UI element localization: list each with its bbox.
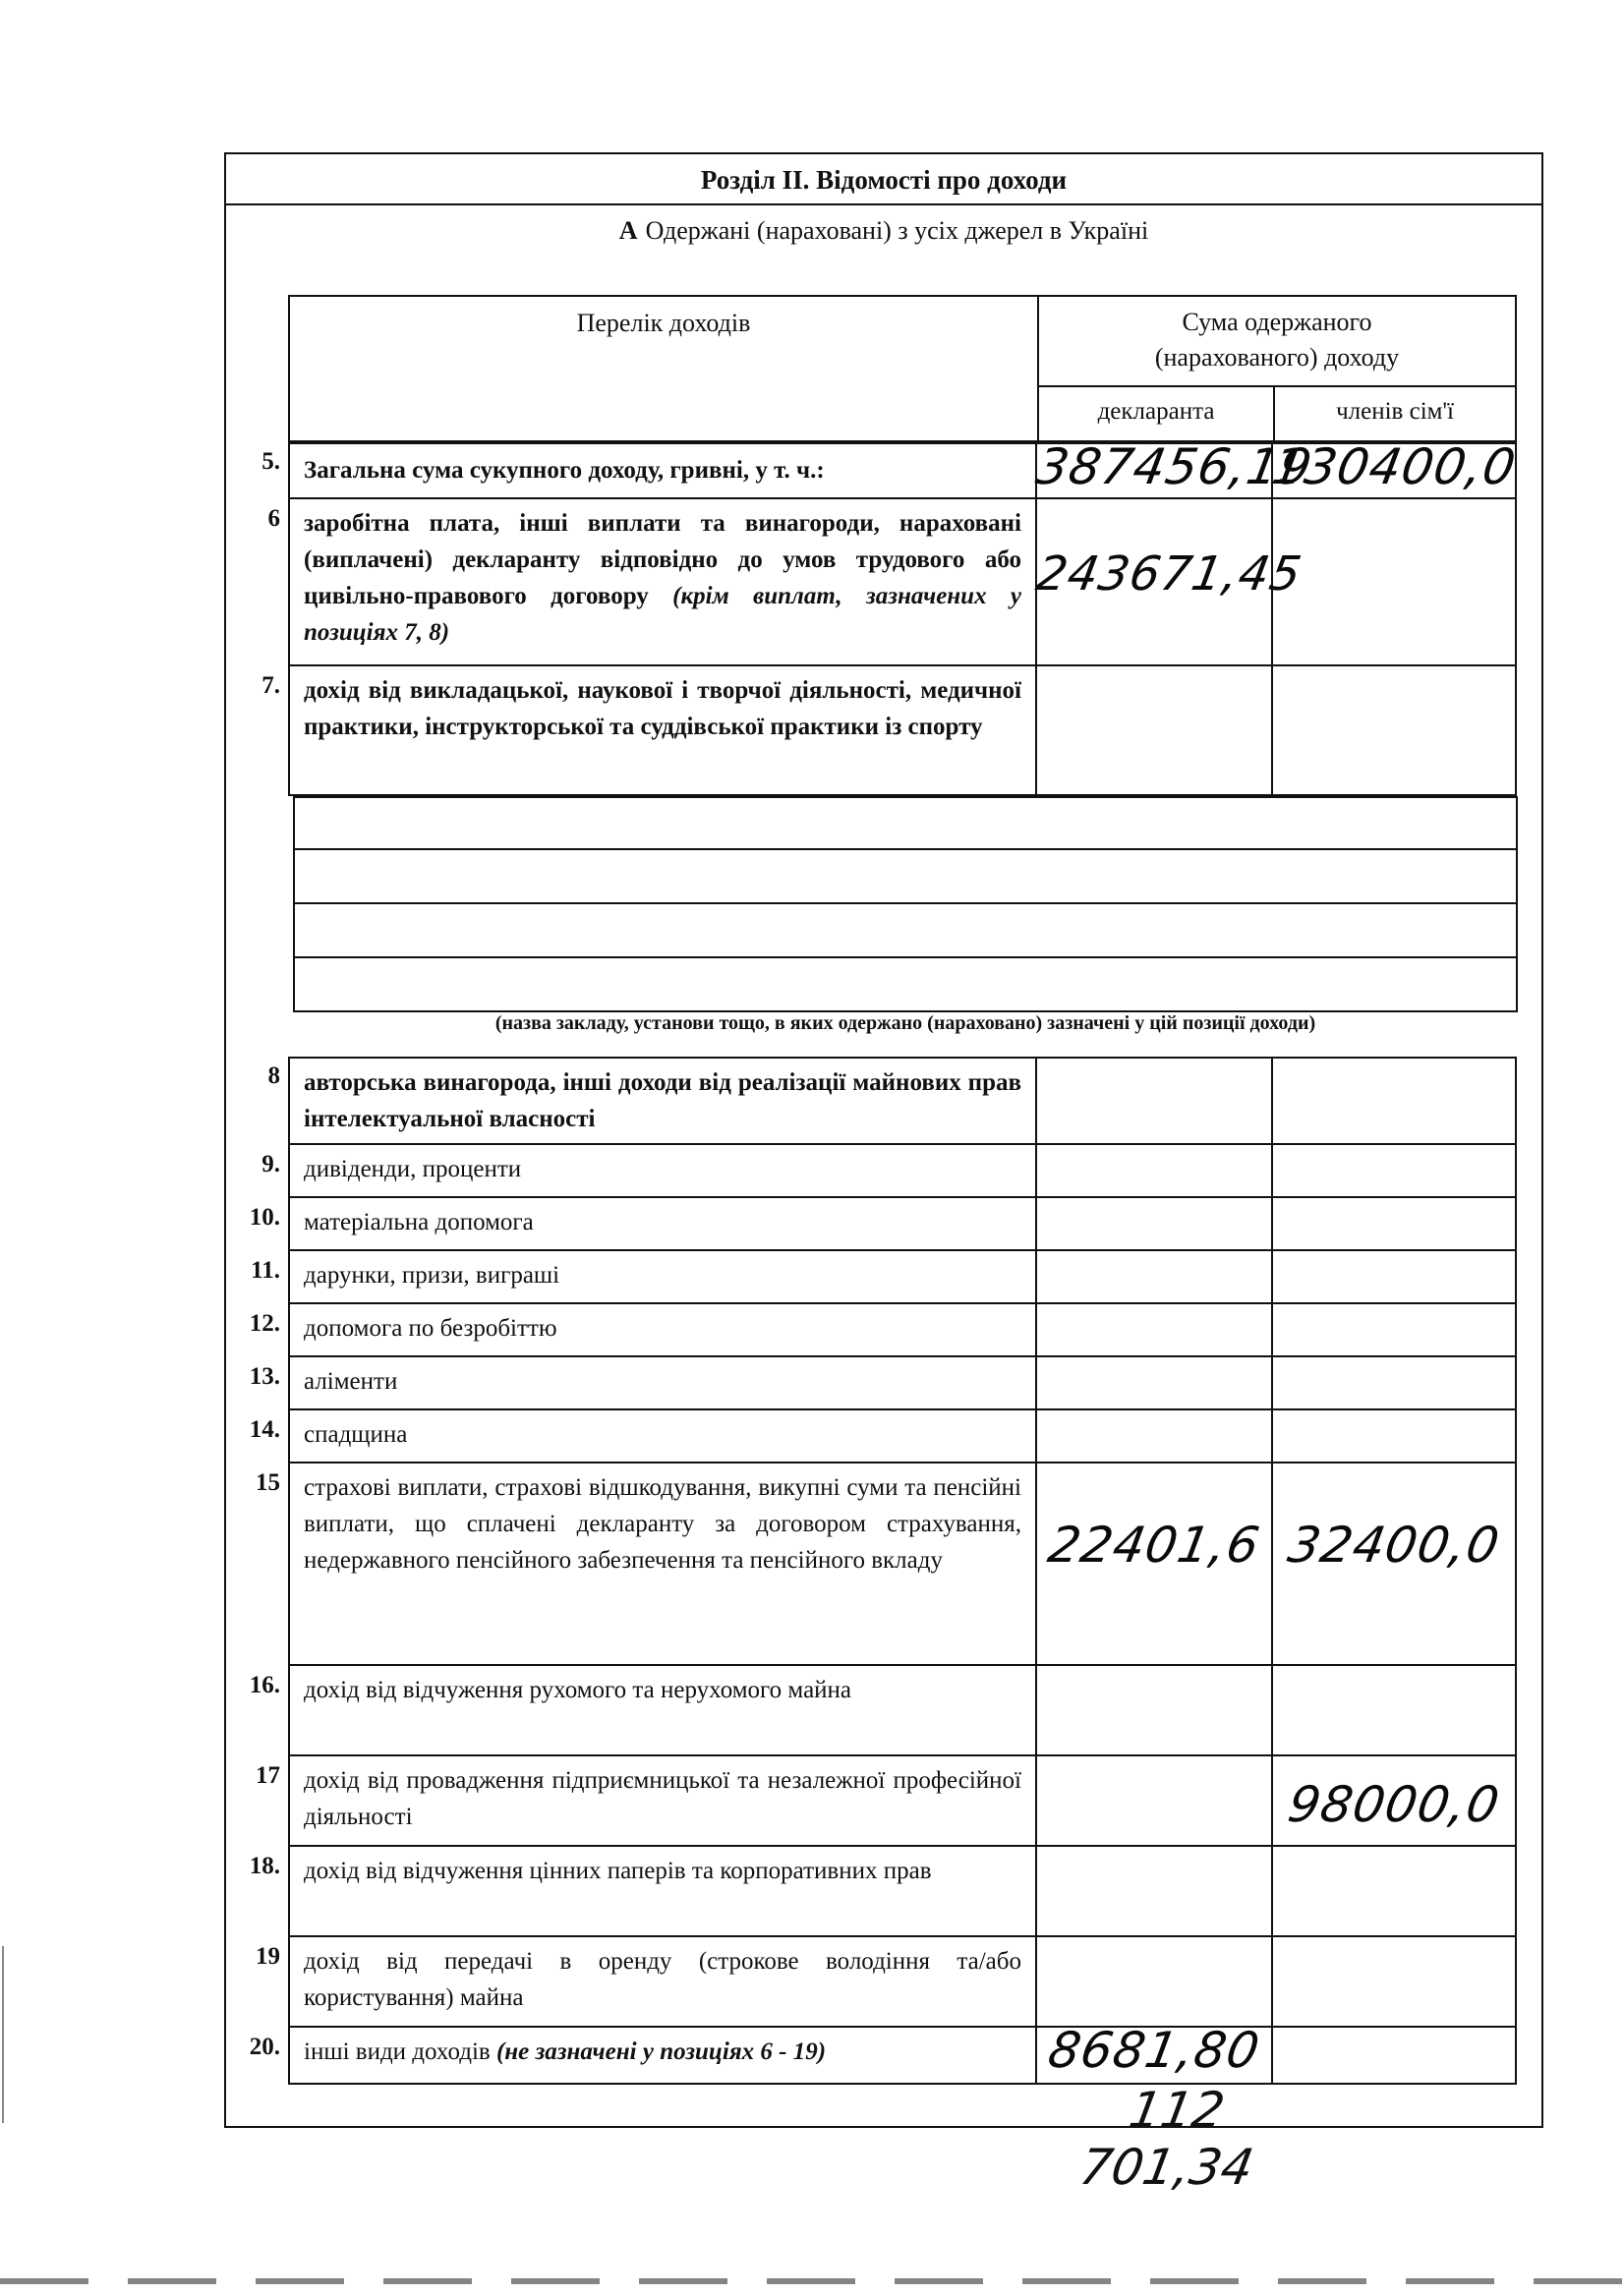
row-text: інші види доходів [304,2038,491,2065]
declarant-amount: 243671,45 [1032,546,1306,602]
family-amount-cell [1273,499,1517,666]
subsection-title [226,211,1541,251]
family-amount-cell [1273,1198,1517,1251]
family-amount-cell [1273,1666,1517,1756]
header-sum-line2: (нарахованого) доходу [1154,343,1400,372]
family-amount-cell [1273,1357,1517,1410]
family-amount-cell [1273,1464,1517,1666]
table-row [249,1357,1517,1410]
table-row [251,1251,1517,1304]
row-description: аліменти [288,1357,1037,1410]
row-number: 20. [249,2034,280,2060]
declarant-amount-cell [1037,1847,1273,1937]
declarant-amount-cell [1037,1756,1273,1847]
declarant-amount-cell [1037,1198,1273,1251]
family-amount: 32400,0 [1283,1517,1504,1574]
row-number: 17 [256,1762,280,1789]
family-amount-cell [1273,2028,1517,2085]
declarant-amount: 387456,19 [1031,438,1317,495]
table-row [249,1410,1517,1464]
header-sum-label [1039,297,1515,387]
declarant-amount-cell [1032,499,1306,666]
section-title: Розділ II. Відомості про доходи [226,154,1541,205]
row-number: 5. [261,448,280,475]
family-amount-cell [1273,666,1517,796]
declarant-amount-cell [1037,1304,1273,1357]
row-description: дивіденди, проценти [288,1145,1037,1198]
declarant-amount-cell [1037,1464,1273,1666]
header-declarant: декларанта [1039,387,1275,440]
row-number: 13. [249,1363,280,1390]
row-number: 19 [256,1943,280,1970]
declarant-amount-cell [1037,1145,1273,1198]
declarant-amount: 8681,80 [1043,2022,1264,2079]
row-number: 8 [267,1062,280,1089]
table-row [249,2022,1517,2085]
institution-line[interactable] [293,958,1518,1012]
declarant-amount-cell [1037,1057,1273,1145]
row-description: спадщина [288,1410,1037,1464]
family-amount-cell [1273,1847,1517,1937]
table-row [261,438,1521,499]
family-amount-cell [1267,438,1521,499]
row-number: 7. [261,672,280,699]
table-header [288,295,1517,442]
header-family: членів сім'ї [1336,398,1454,425]
row-number: 6 [267,505,280,532]
row-number: 16. [249,1672,280,1698]
family-amount-cell [1273,1145,1517,1198]
row-number: 12. [249,1310,280,1337]
declarant-amount-cell [1037,1251,1273,1304]
row-note: (не зазначені у позиціях 6 - 19) [495,2038,827,2065]
subsection-letter: А [618,216,638,245]
table-row [249,1198,1517,1251]
row-description: дохід від провадження підприємницької та незалежної професійної діяльності [288,1756,1037,1847]
scan-margin-mark [2,1946,4,2123]
row-description: дохід від відчуження цінних паперів та корпоративних прав [288,1847,1037,1937]
declarant-amount-cell [1037,1937,1273,2028]
table-row [249,1847,1517,1937]
institution-note: (назва закладу, установи тощо, в яких одержано (нараховано) зазначені у цій позиції доходи) [494,1012,1316,1034]
institution-line[interactable] [293,850,1518,904]
row-description: дохід від відчуження рухомого та нерухомого майна [288,1666,1037,1756]
row-description: дохід від передачі в оренду (строкове володіння та/або користування) майна [288,1937,1037,2028]
header-list-label: Перелік доходів [290,297,1039,440]
row-number: 18. [249,1853,280,1879]
family-amount-cell [1273,1756,1517,1847]
declarant-amount-cell [1037,666,1273,796]
row-number: 9. [261,1151,280,1177]
row-description: авторська винагорода, інші доходи від реалізації майнових прав інтелектуальної власності [288,1057,1037,1145]
row-description: дарунки, призи, виграші [288,1251,1037,1304]
family-amount-cell [1273,1251,1517,1304]
institution-line[interactable] [293,796,1518,850]
family-amount: 98000,0 [1283,1776,1504,1833]
table-row [256,1756,1517,1847]
row-note: (крім виплат, зазначених у позиціях 7, 8) [304,583,1022,646]
table-row [267,499,1517,666]
family-amount-cell [1273,1304,1517,1357]
family-amount-cell [1273,1410,1517,1464]
row-number: 15 [256,1469,280,1496]
row-description: страхові виплати, страхові відшкодування, викупні суми та пенсійні виплати, що сплачені декларанту за договором страхування, недержавного пенсійного забезпечення та пенсійного вкладу [288,1464,1037,1666]
subsection-text: Одержані (нараховані) з усіх джерел в Україні [645,216,1149,245]
declarant-amount-cell [1037,1666,1273,1756]
table-row [256,1464,1517,1666]
row-number: 14. [249,1416,280,1443]
row-description: допомога по безробіттю [288,1304,1037,1357]
institution-line[interactable] [293,904,1518,958]
row-description: матеріальна допомога [288,1198,1037,1251]
row-description: дохід від викладацької, наукової і творчої діяльності, медичної практики, інструкторської та суддівської практики із спорту [288,666,1037,796]
declarant-amount-cell [1037,1410,1273,1464]
table-row [267,1057,1517,1145]
table-row [249,1304,1517,1357]
header-sum-line1: Сума одержаного [1182,308,1372,336]
declarant-amount: 22401,6 [1043,1517,1264,1574]
row-number: 11. [251,1257,280,1284]
table-row [256,1937,1517,2028]
handwritten-total: 112 701,34 [1075,2082,1258,2196]
table-row [261,1145,1517,1198]
table-row [249,1666,1517,1756]
row-description: Загальна сума сукупного доходу, гривні, у т. ч.: [288,442,1037,499]
family-amount: 130400,0 [1267,438,1521,495]
family-amount-cell [1273,1057,1517,1145]
row-number: 10. [249,1204,280,1231]
scan-bottom-edge [0,2278,1624,2284]
family-amount-cell [1273,1937,1517,2028]
row-description [288,2028,1037,2085]
declarant-amount-cell [1031,438,1317,499]
row-description [288,499,1037,666]
declarant-amount-cell [1037,2022,1273,2085]
row-text: заробітна плата, інші виплати та винагороди, нараховані (виплачені) декларанту відповідно до умов трудового або цивільно-правового договору [304,510,1021,609]
declarant-amount-cell [1037,1357,1273,1410]
table-row [261,666,1517,796]
